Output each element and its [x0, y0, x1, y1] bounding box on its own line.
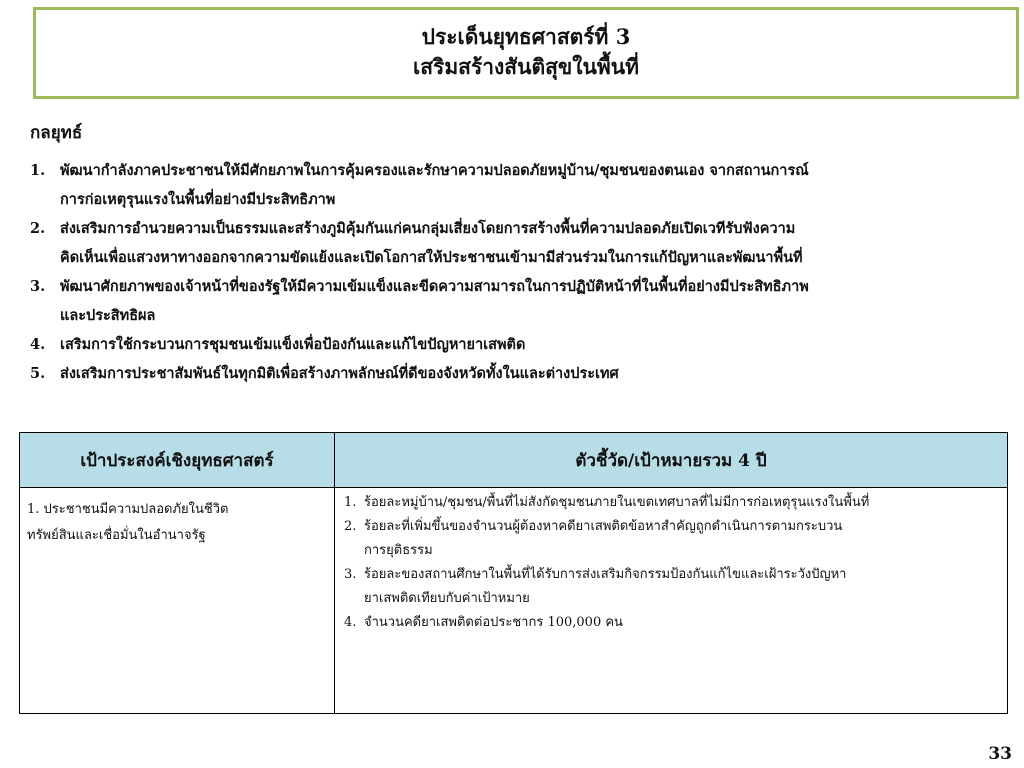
- strategy-item-number: 5.: [30, 365, 46, 382]
- indicator-number: 1.: [344, 495, 357, 510]
- strategy-item-number: 2.: [30, 220, 46, 237]
- strategy-list: [30, 156, 1000, 388]
- goals-table: [19, 432, 1008, 714]
- indicator-text: ร้อยละที่เพิ่มขึ้นของจำนวนผู้ต้องหาคดียาเสพติดข้อหาสำคัญถูกดำเนินการตามกระบวน: [364, 519, 843, 534]
- indicator-text: ยาเสพติดเทียบกับค่าเป้าหมาย: [364, 591, 530, 606]
- strategy-item-text: คิดเห็นเพื่อแสวงหาทางออกจากความขัดแย้งและเปิดโอกาสให้ประชาชนเข้ามามีส่วนร่วมในการแก้ปัญหาและพัฒนาพื้นที่: [60, 249, 803, 266]
- goal-text: 1. ประชาชนมีความปลอดภัยในชีวิต: [27, 502, 229, 517]
- strategy-item-text: พัฒนาศักยภาพของเจ้าหน้าที่ของรัฐให้มีความเข้มแข็งและขีดความสามารถในการปฏิบัติหน้าที่ในพื้นที่อย่างมีประสิทธิภาพ: [60, 278, 809, 295]
- page-number: 33: [988, 744, 1012, 764]
- strategy-item-text: และประสิทธิผล: [60, 307, 156, 324]
- indicator-column-header: ตัวชี้วัด/เป้าหมายรวม 4 ปี: [335, 433, 1008, 488]
- table-row: [20, 488, 1008, 714]
- table-header-row: [20, 433, 1008, 488]
- indicator-list: [336, 489, 1006, 635]
- strategy-item: [30, 330, 1000, 359]
- goal-column-header: เป้าประสงค์เชิงยุทธศาสตร์: [20, 433, 335, 488]
- title-box: [33, 7, 1019, 99]
- strategy-item-text: ส่งเสริมการประชาสัมพันธ์ในทุกมิติเพื่อสร้างภาพลักษณ์ที่ดีของจังหวัดทั้งในและต่างประเทศ: [60, 365, 619, 382]
- strategy-item: [30, 156, 1000, 214]
- indicator-item: [344, 611, 1002, 635]
- indicator-item: [344, 515, 1002, 563]
- indicator-cell: [335, 488, 1008, 714]
- indicator-item: [344, 563, 1002, 611]
- strategy-item-text: การก่อเหตุรุนแรงในพื้นที่อย่างมีประสิทธิภาพ: [60, 191, 336, 208]
- strategy-item: [30, 359, 1000, 388]
- goal-cell: [20, 488, 335, 714]
- strategy-item-number: 3.: [30, 278, 46, 295]
- strategy-item-text: พัฒนากำลังภาคประชาชนให้มีศักยภาพในการคุ้มครองและรักษาความปลอดภัยหมู่บ้าน/ชุมชนของตนเอง จากสถานการณ์: [60, 162, 809, 179]
- strategy-heading: กลยุทธ์: [30, 123, 83, 143]
- strategy-item-text: ส่งเสริมการอำนวยความเป็นธรรมและสร้างภูมิคุ้มกันแก่คนกลุ่มเสี่ยงโดยการสร้างพื้นที่ความปลอดภัยเปิดเวทีรับฟังความ: [60, 220, 796, 237]
- indicator-text: ร้อยละหมู่บ้าน/ชุมชน/พื้นที่ไม่สังกัดชุมชนภายในเขตเทศบาลที่ไม่มีการก่อเหตุรุนแรงในพื้นที่: [364, 495, 870, 510]
- indicator-text: การยุติธรรม: [364, 543, 433, 558]
- indicator-text: จำนวนคดียาเสพติดต่อประชากร 100,000 คน: [364, 615, 623, 630]
- page-subtitle: เสริมสร้างสันติสุขในพื้นที่: [413, 54, 639, 79]
- indicator-item: [344, 491, 1002, 515]
- strategy-item: [30, 214, 1000, 272]
- indicator-text: ร้อยละของสถานศึกษาในพื้นที่ได้รับการส่งเสริมกิจกรรมป้องกันแก้ไขและเฝ้าระวังปัญหา: [364, 567, 847, 582]
- indicator-number: 3.: [344, 567, 357, 582]
- strategy-item: [30, 272, 1000, 330]
- indicator-number: 4.: [344, 615, 357, 630]
- strategy-item-number: 1.: [30, 162, 46, 179]
- strategy-item-number: 4.: [30, 336, 46, 353]
- page-title: ประเด็นยุทธศาสตร์ที่ 3: [421, 24, 631, 49]
- strategy-item-text: เสริมการใช้กระบวนการชุมชนเข้มแข็งเพื่อป้องกันและแก้ไขปัญหายาเสพติด: [60, 336, 526, 353]
- indicator-number: 2.: [344, 519, 357, 534]
- goal-text: ทรัพย์สินและเชื่อมั่นในอำนาจรัฐ: [27, 528, 206, 543]
